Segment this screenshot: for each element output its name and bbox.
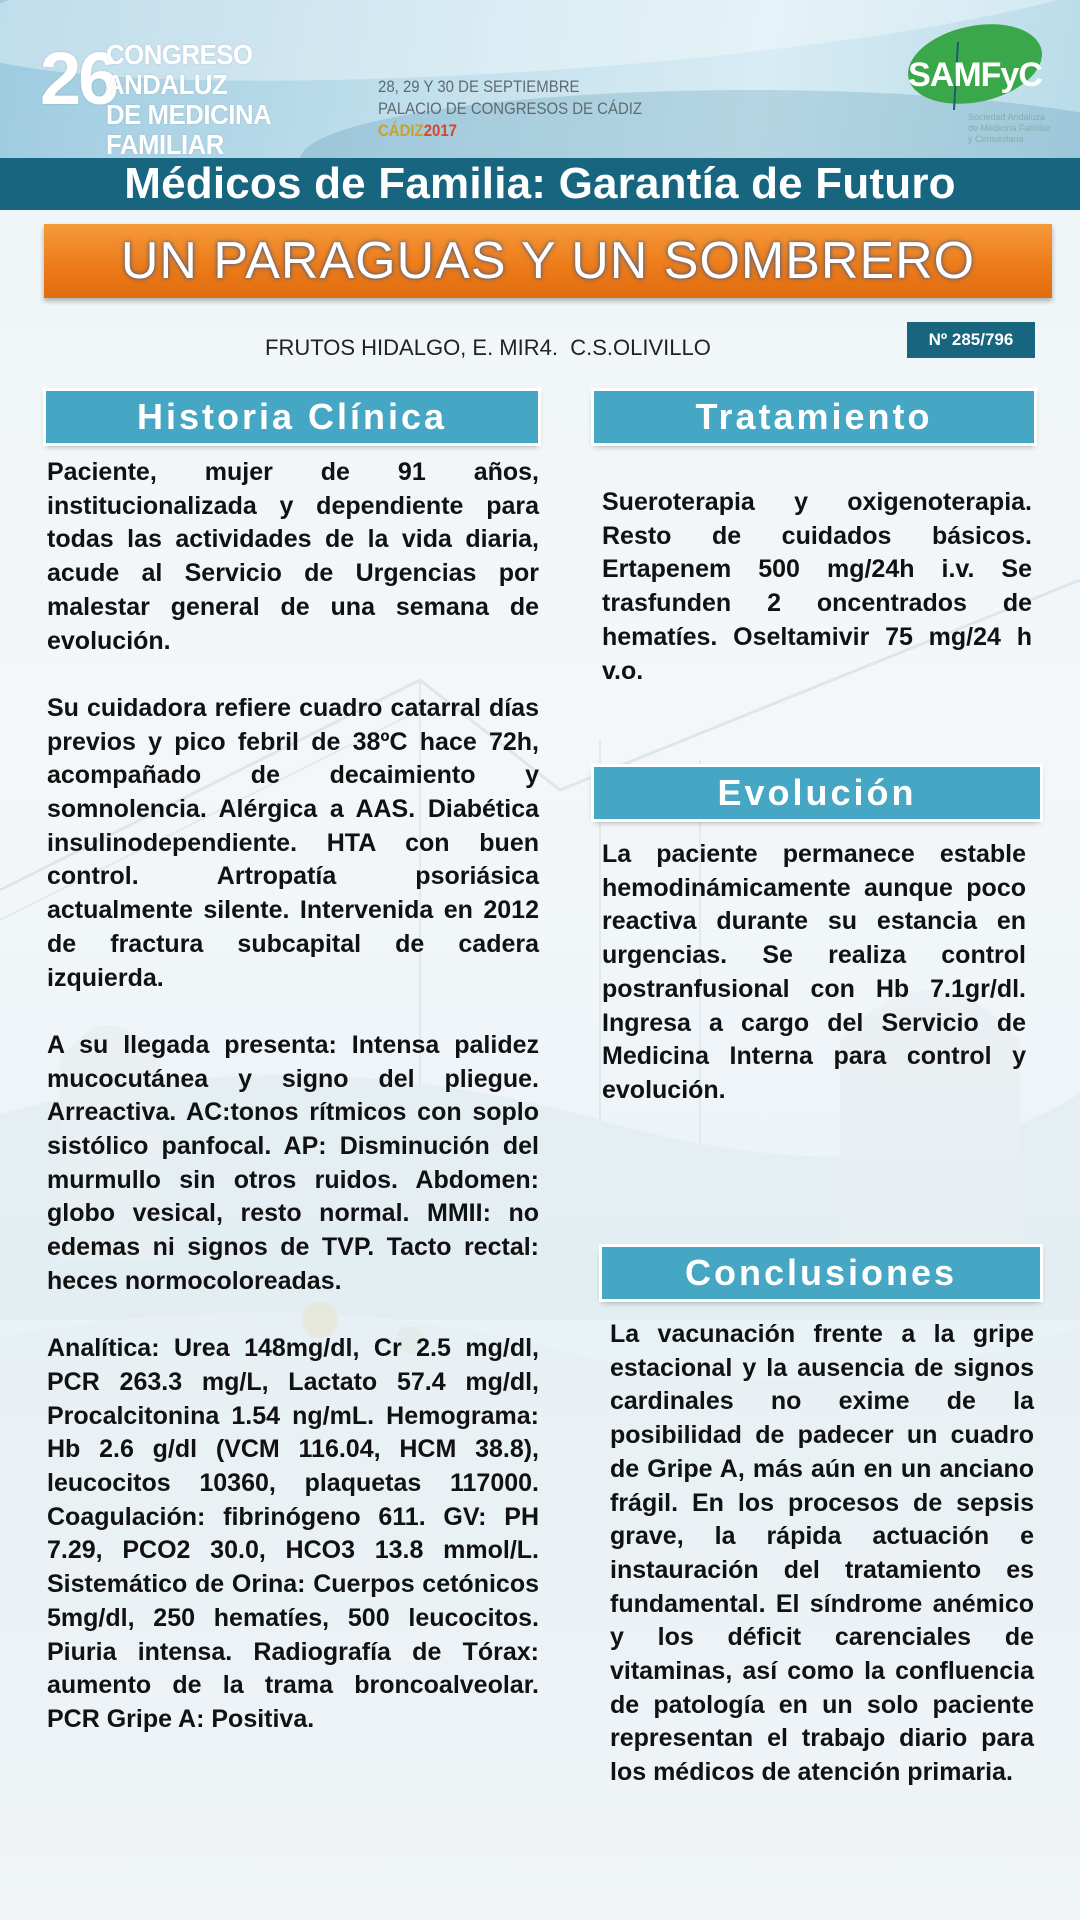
congress-info <box>378 76 642 142</box>
historia-paragraph-1: Paciente, mujer de 91 años, institucionalizada y dependiente para todas las actividades de la vida diaria, acude al Servicio de Urgencias por malestar general de una semana de evolución. <box>47 458 539 655</box>
section-body-historia-clinica <box>47 456 539 1737</box>
section-body-conclusiones <box>610 1318 1034 1790</box>
congress-city: CÁDIZ2017 <box>378 121 458 140</box>
congress-banner <box>0 0 1080 158</box>
samfyc-logo-text: SAMFyC <box>908 56 1042 94</box>
poster-number-badge: Nº 285/796 <box>907 322 1035 358</box>
congress-tagline: Médicos de Familia: Garantía de Futuro <box>0 158 1080 210</box>
section-body-tratamiento <box>602 486 1032 688</box>
congress-venue: PALACIO DE CONGRESOS DE CÁDIZ <box>378 99 643 118</box>
conclusiones-paragraph-1: La vacunación frente a la gripe estacional y la ausencia de signos cardinales no exime de la posibilidad de padecer un cuadro de Gripe A, más aún en un anciano frágil. En los procesos de sepsis grave, la rápida actuación e instauración del tratamiento es fundamental. El síndrome anémico y los déficit carenciales de vitaminas, así como la confluencia de patología en un solo paciente representan el trabajo diario para los médicos de atención primaria. <box>610 1320 1034 1787</box>
samfyc-logo-subtitle: Sociedad Andaluza de Medicina Familiar y Comunitaria <box>968 112 1052 144</box>
evolucion-paragraph-1: La paciente permanece estable hemodinámicamente aunque poco reactiva durante su estancia en urgencias. Se realiza control postranfusional con Hb 7.1gr/dl. Ingresa a cargo del Servicio de Medicina Interna para control y evolución. <box>602 840 1026 1104</box>
section-heading-evolucion: Evolución <box>594 767 1040 819</box>
historia-paragraph-3: A su llegada presenta: Intensa palidez mucocutánea y signo del pliegue. Arreactiva. AC:tonos rítmicos con soplo sistólico panfocal. AP: Disminución del murmullo sin otros ruidos. Abdomen: globo vesical, resto normal. MMII: no edemas ni signos de TVP. Tacto rectal: heces normocoloreadas. <box>47 1030 539 1295</box>
poster-authors: FRUTOS HIDALGO, E. MIR4. C.S.OLIVILLO <box>265 335 711 360</box>
poster-title: UN PARAGUAS Y UN SOMBRERO <box>44 224 1052 298</box>
congress-number: 26 <box>40 37 117 120</box>
section-heading-conclusiones: Conclusiones <box>602 1247 1040 1299</box>
historia-paragraph-4: Analítica: Urea 148mg/dl, Cr 2.5 mg/dl, PCR 263.3 mg/L, Lactato 57.4 mg/dl, Procalcitonina 1.54 ng/mL. Hemograma: Hb 2.6 g/dl (VCM 116.04, HCM 38.8), leucocitos 10360, plaquetas 117000. Coagulación: fibrinógeno 611. GV: PH 7.29, PCO2 30.0, HCO3 13.8 mmol/L. Sistemático de Orina: Cuerpos cetónicos 5mg/dl, 250 hematíes, 500 leucocitos. Piuria intensa. Radiografía de Tórax: aumento de la trama broncoalveolar. PCR Gripe A: Positiva. <box>47 1334 539 1733</box>
tratamiento-paragraph-1: Sueroterapia y oxigenoterapia. Resto de cuidados básicos. Ertapenem 500 mg/24h i.v. Se trasfunden 2 oncentrados de hematíes. Oseltamivir 75 mg/24 h v.o. <box>602 488 1032 685</box>
section-heading-historia-clinica: Historia Clínica <box>46 391 538 443</box>
section-body-evolucion <box>602 838 1026 1108</box>
congress-dates: 28, 29 Y 30 DE SEPTIEMBRE <box>378 77 580 96</box>
section-heading-tratamiento: Tratamiento <box>594 391 1034 443</box>
congress-title: CONGRESO ANDALUZ DE MEDICINA FAMILIAR <box>106 39 271 158</box>
historia-paragraph-2: Su cuidadora refiere cuadro catarral días previos y pico febril de 38ºC hace 72h, acompañado de decaimiento y somnolencia. Alérgica a AAS. Diabética insulinodependiente. HTA con buen control. Artropatía psoriásica actualmente silente. Intervenida en 2012 de fractura subcapital de cadera izquierda. <box>47 693 539 992</box>
